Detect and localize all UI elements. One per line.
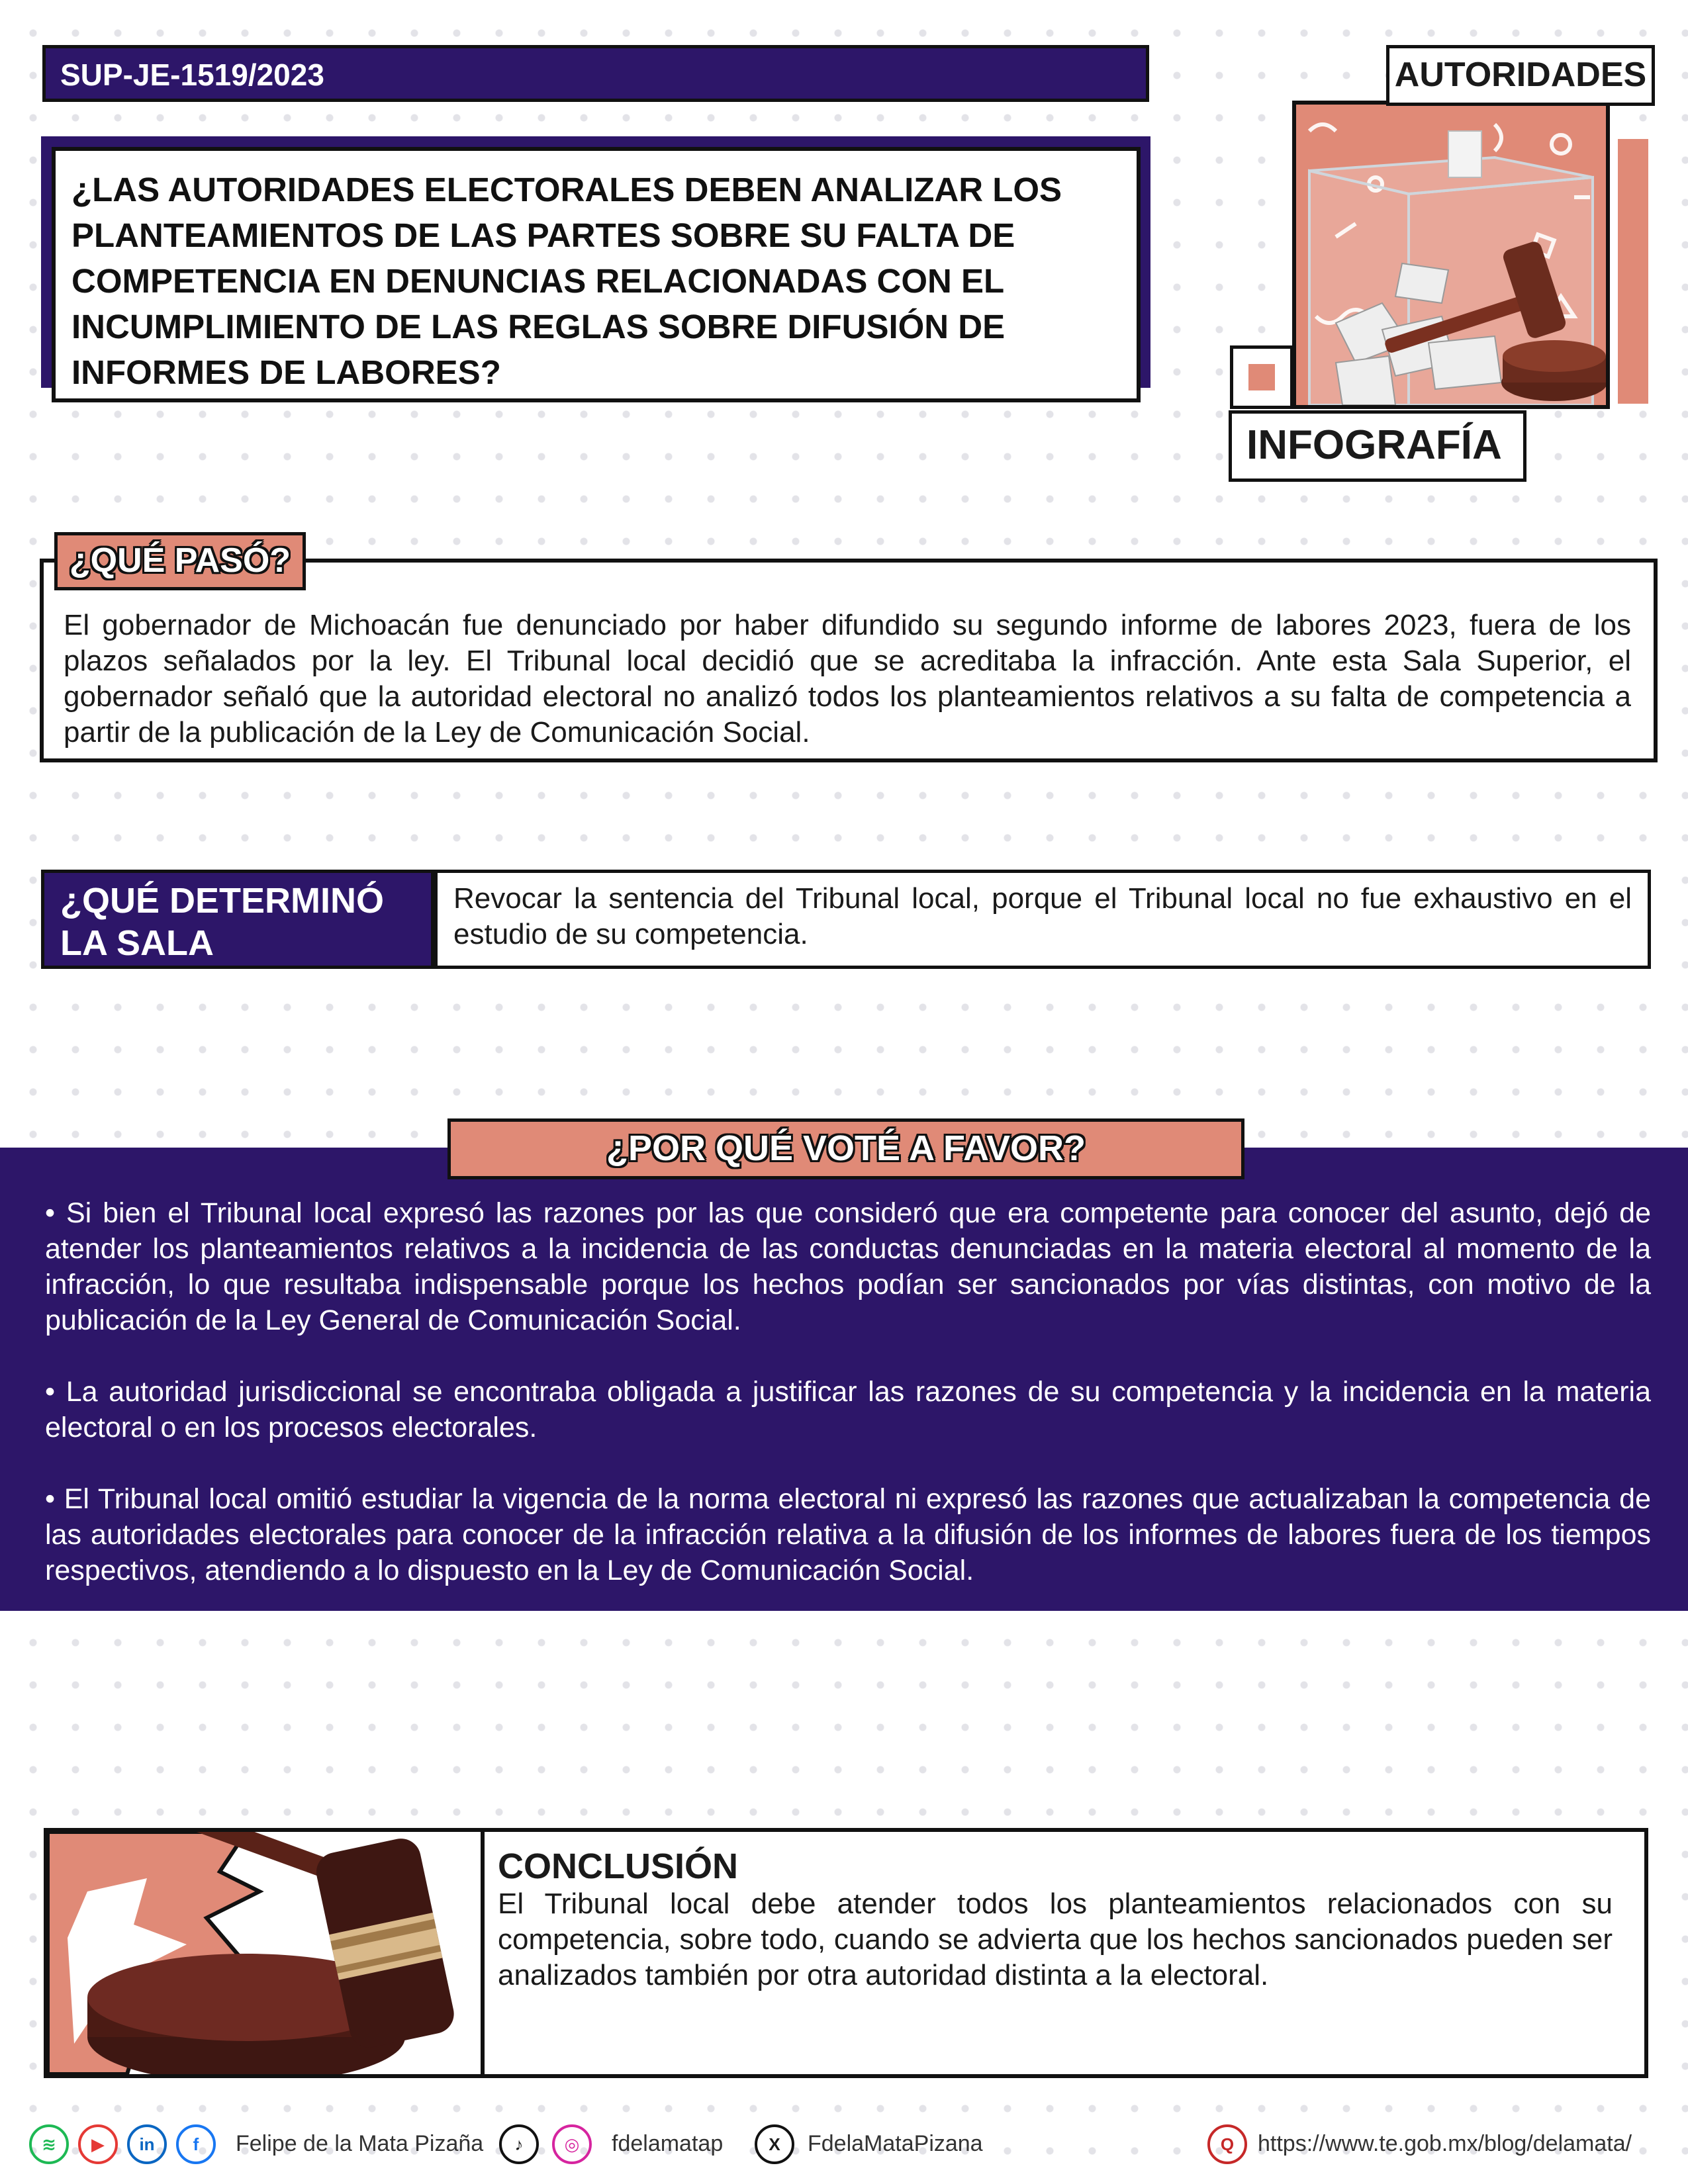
- gavel-illustration: [48, 1832, 485, 2074]
- spotify-icon[interactable]: ≋: [29, 2124, 69, 2164]
- youtube-icon[interactable]: ▶: [78, 2124, 118, 2164]
- linkedin-icon[interactable]: in: [127, 2124, 167, 2164]
- tiktok-icon[interactable]: ♪: [499, 2124, 539, 2164]
- footer-url[interactable]: https://www.te.gob.mx/blog/delamata/: [1258, 2131, 1632, 2156]
- ballot-box-gavel-image: [1296, 105, 1606, 405]
- footer-name: Felipe de la Mata Pizaña: [236, 2131, 484, 2156]
- decision-label: ¿QUÉ DETERMINÓ LA SALA SUPERIOR?: [41, 870, 434, 969]
- reasons-section: [0, 1148, 1688, 1611]
- what-happened-label: ¿QUÉ PASÓ?: [54, 532, 306, 590]
- decorative-bar: [1618, 139, 1648, 404]
- case-number: SUP-JE-1519/2023: [42, 45, 1149, 102]
- category-tag: AUTORIDADES: [1386, 45, 1655, 106]
- conclusion-content: [490, 1832, 1628, 2074]
- reason-point: • Si bien el Tribunal local expresó las razones por las que consideró que era competente para conocer del asunto, dejó de atender los planteamientos relativos a la incidencia de las conductas denunciadas en la materia electoral al momento de la infracción, lo que resultaba indispensable porque los hechos podían ser sancionados por vías distintas, con motivo de la publicación de la Ley General de Comunicación Social.: [45, 1197, 1651, 1336]
- reasons-label: ¿POR QUÉ VOTÉ A FAVOR?: [447, 1118, 1244, 1179]
- reason-point: • El Tribunal local omitió estudiar la vigencia de la norma electoral ni expresó las razones que actualizaban la competencia de las autoridades electorales para conocer de la infracción relativa a la difusión de los informes de labores fuera de los tiempos respectivos, atendiendo a lo dispuesto en la Ley de Comunicación Social.: [45, 1483, 1651, 1586]
- conclusion-title: CONCLUSIÓN: [498, 1846, 738, 1886]
- x-icon[interactable]: X: [755, 2124, 794, 2164]
- decision-text: Revocar la sentencia del Tribunal local, porque el Tribunal local no fue exhaustivo en el estudio de su competencia.: [434, 870, 1651, 969]
- reason-point: • La autoridad jurisdiccional se encontraba obligada a justificar las razones de su competencia y la incidencia en la materia electoral o en los procesos electorales.: [45, 1376, 1651, 1443]
- decorative-square: [1248, 364, 1275, 390]
- instagram-icon[interactable]: ◎: [552, 2124, 592, 2164]
- footer-handle-x: FdelaMataPizana: [808, 2131, 983, 2156]
- ballot-box-illustration: [1292, 101, 1610, 409]
- facebook-icon[interactable]: f: [176, 2124, 216, 2164]
- footer: [29, 2118, 1664, 2177]
- gavel-image: [48, 1832, 481, 2074]
- footer-handle-social: fdelamatap: [612, 2131, 724, 2156]
- search-web-icon[interactable]: Q: [1207, 2124, 1247, 2164]
- main-question: ¿LAS AUTORIDADES ELECTORALES DEBEN ANALIZAR LOS PLANTEAMIENTOS DE LAS PARTES SOBRE SU FALTA DE COMPETENCIA EN DENUNCIAS RELACIONADAS CON EL INCUMPLIMIENTO DE LAS REGLAS SOBRE DIFUSIÓN DE INFORMES DE LABORES?: [52, 147, 1141, 402]
- what-happened-text: El gobernador de Michoacán fue denunciado por haber difundido su segundo informe de labores 2023, fuera de los plazos señalados por la ley. El Tribunal local decidió que se acreditaba la infracción. Ante esta Sala Superior, el gobernador señaló que la autoridad electoral no analizó todos los planteamientos relativos a su falta de competencia a partir de la publicación de la Ley de Comunicación Social.: [40, 559, 1658, 762]
- conclusion-text: El Tribunal local debe atender todos los planteamientos relacionados con su competencia, sobre todo, cuando se advierta que los hechos sancionados pueden ser analizados también por otra autoridad distinta a la electoral.: [498, 1888, 1613, 1991]
- document-type-tag: INFOGRAFÍA: [1229, 410, 1526, 482]
